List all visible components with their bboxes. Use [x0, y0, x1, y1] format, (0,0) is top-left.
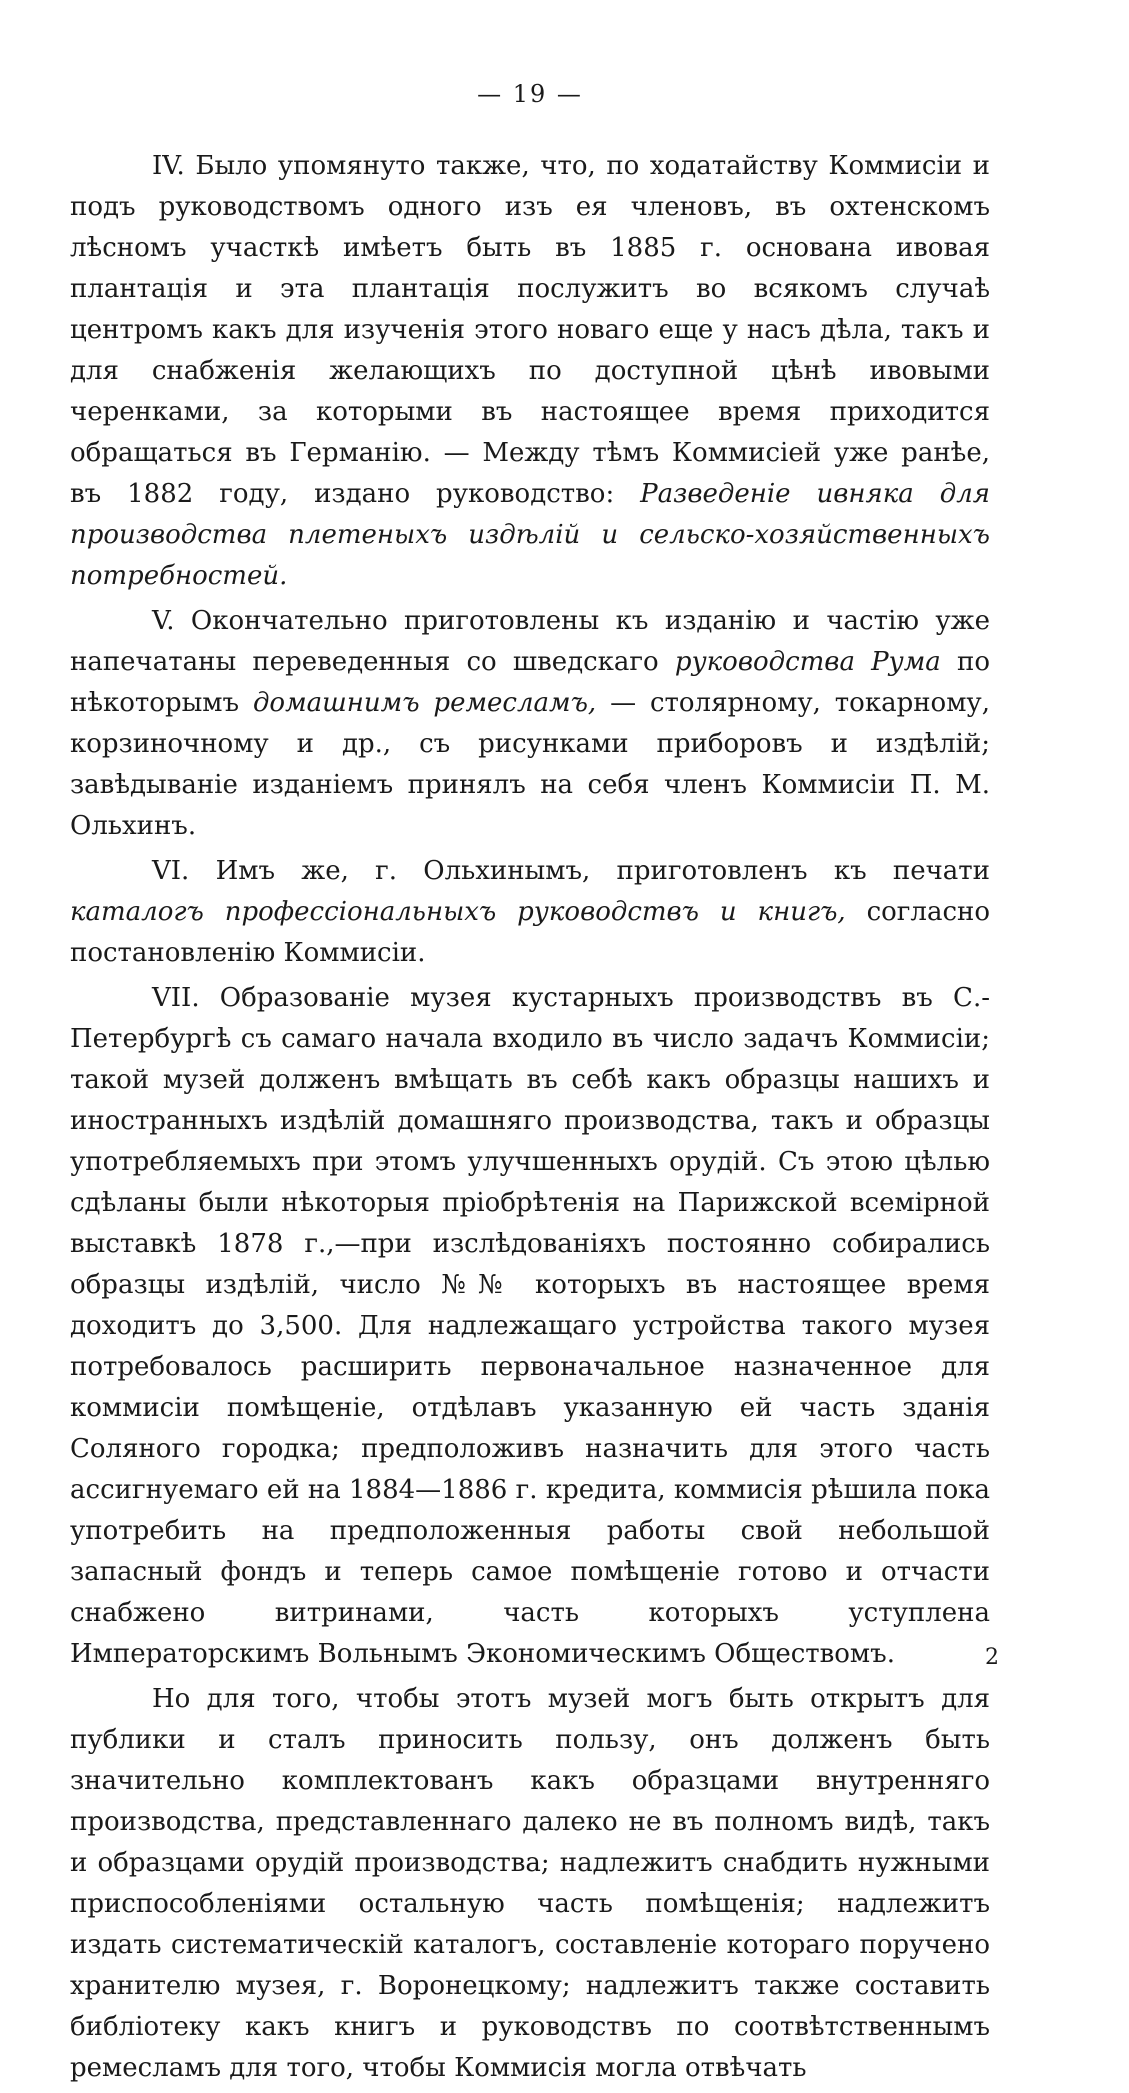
paragraph-iv	[70, 146, 990, 597]
paragraph-text: Образованіе музея кустарныхъ производствъ въ С.-Петербургѣ съ самаго начала входило въ число задачъ Коммисіи; такой музей долженъ вмѣщать въ себѣ какъ образцы нашихъ и иностранныхъ издѣлій домашняго производства, такъ и образцы употребляемыхъ при этомъ улучшенныхъ орудій. Съ этою цѣлью сдѣланы были нѣкоторыя пріобрѣтенія на Парижской всемірной выставкѣ 1878 г.,—при изслѣдованіяхъ постоянно собирались образцы издѣлій, число №№ которыхъ въ настоящее время доходитъ до 3,500. Для надлежащаго устройства такого музея потребовалось расширить первоначальное назначенное для коммисіи помѣщеніе, отдѣлавъ указанную ей часть зданія Соляного городка; предположивъ назначить для этого часть ассигнуемаго ей на 1884—1886 г. кредита, коммисія рѣшила пока употребить на предположенныя работы свой небольшой запасный фондъ и теперь самое помѣщеніе готово и отчасти снабжено витринами, часть которыхъ уступлена Императорскимъ Вольнымъ Экономическимъ Обществомъ.	[70, 983, 990, 1669]
italic-text: руководства Рума	[674, 647, 941, 677]
paragraph-text: Имъ же, г. Ольхинымъ, приготовленъ къ печати	[189, 856, 990, 886]
paragraph-vi	[70, 851, 990, 974]
paragraph-v	[70, 601, 990, 847]
paragraph-text: согласно постановленію Коммисіи.	[70, 897, 990, 968]
section-numeral: IV.	[152, 151, 185, 181]
section-numeral: VI.	[152, 856, 190, 886]
page-number: — 19 —	[477, 80, 583, 108]
paragraph-text: — столярному, токарному, корзиночному и др., съ рисунками приборовъ и издѣлій; завѣдываніе изданіемъ принялъ на себя членъ Коммисіи П. М. Ольхинъ.	[70, 688, 990, 841]
signature-mark: 2	[985, 1645, 999, 1670]
paragraph-text: Было упомянуто также, что, по ходатайству Коммисіи и подъ руководствомъ одного изъ ея членовъ, въ охтенскомъ лѣсномъ участкѣ имѣетъ быть въ 1885 г. основана ивовая плантація и эта плантація послужитъ во всякомъ случаѣ центромъ какъ для изученія этого новаго еще у насъ дѣла, такъ и для снабженія желающихъ по доступной цѣнѣ ивовыми черенками, за которыми въ настоящее время приходится обращаться въ Германію. — Между тѣмъ Коммисіей уже ранѣе, въ 1882 году, издано руководство:	[70, 151, 990, 509]
paragraph-text: по нѣкоторымъ	[70, 647, 990, 718]
section-numeral: V.	[152, 606, 175, 636]
book-title-italic: Разведеніе ивняка для производства плетеныхъ издѣлій и сельско-хозяйственныхъ потребностей.	[70, 479, 990, 591]
document-page	[70, 80, 990, 2093]
italic-text: домашнимъ ремесламъ,	[252, 688, 597, 718]
paragraph-vii	[70, 978, 990, 1675]
paragraph-continuation	[70, 1679, 990, 2089]
paragraph-text: Окончательно приготовлены къ изданію и частію уже напечатаны переведенныя со шведскаго	[70, 606, 990, 677]
paragraph-text: Но для того, чтобы этотъ музей могъ быть открытъ для публики и сталъ приносить пользу, онъ долженъ быть значительно комплектованъ какъ образцами внутренняго производства, представленнаго далеко не въ полномъ видѣ, такъ и образцами орудій производства; надлежитъ снабдить нужными приспособленіями остальную часть помѣщенія; надлежитъ издать систематическій каталогъ, составленіе котораго поручено хранителю музея, г. Воронецкому; надлежитъ также составить библіотеку какъ книгъ и руководствъ по соотвѣтственнымъ ремесламъ для того, чтобы Коммисія могла отвѣчать	[70, 1684, 990, 2083]
section-numeral: VII.	[152, 983, 200, 1013]
italic-text: каталогъ профессіональныхъ руководствъ и книгъ,	[70, 897, 846, 927]
